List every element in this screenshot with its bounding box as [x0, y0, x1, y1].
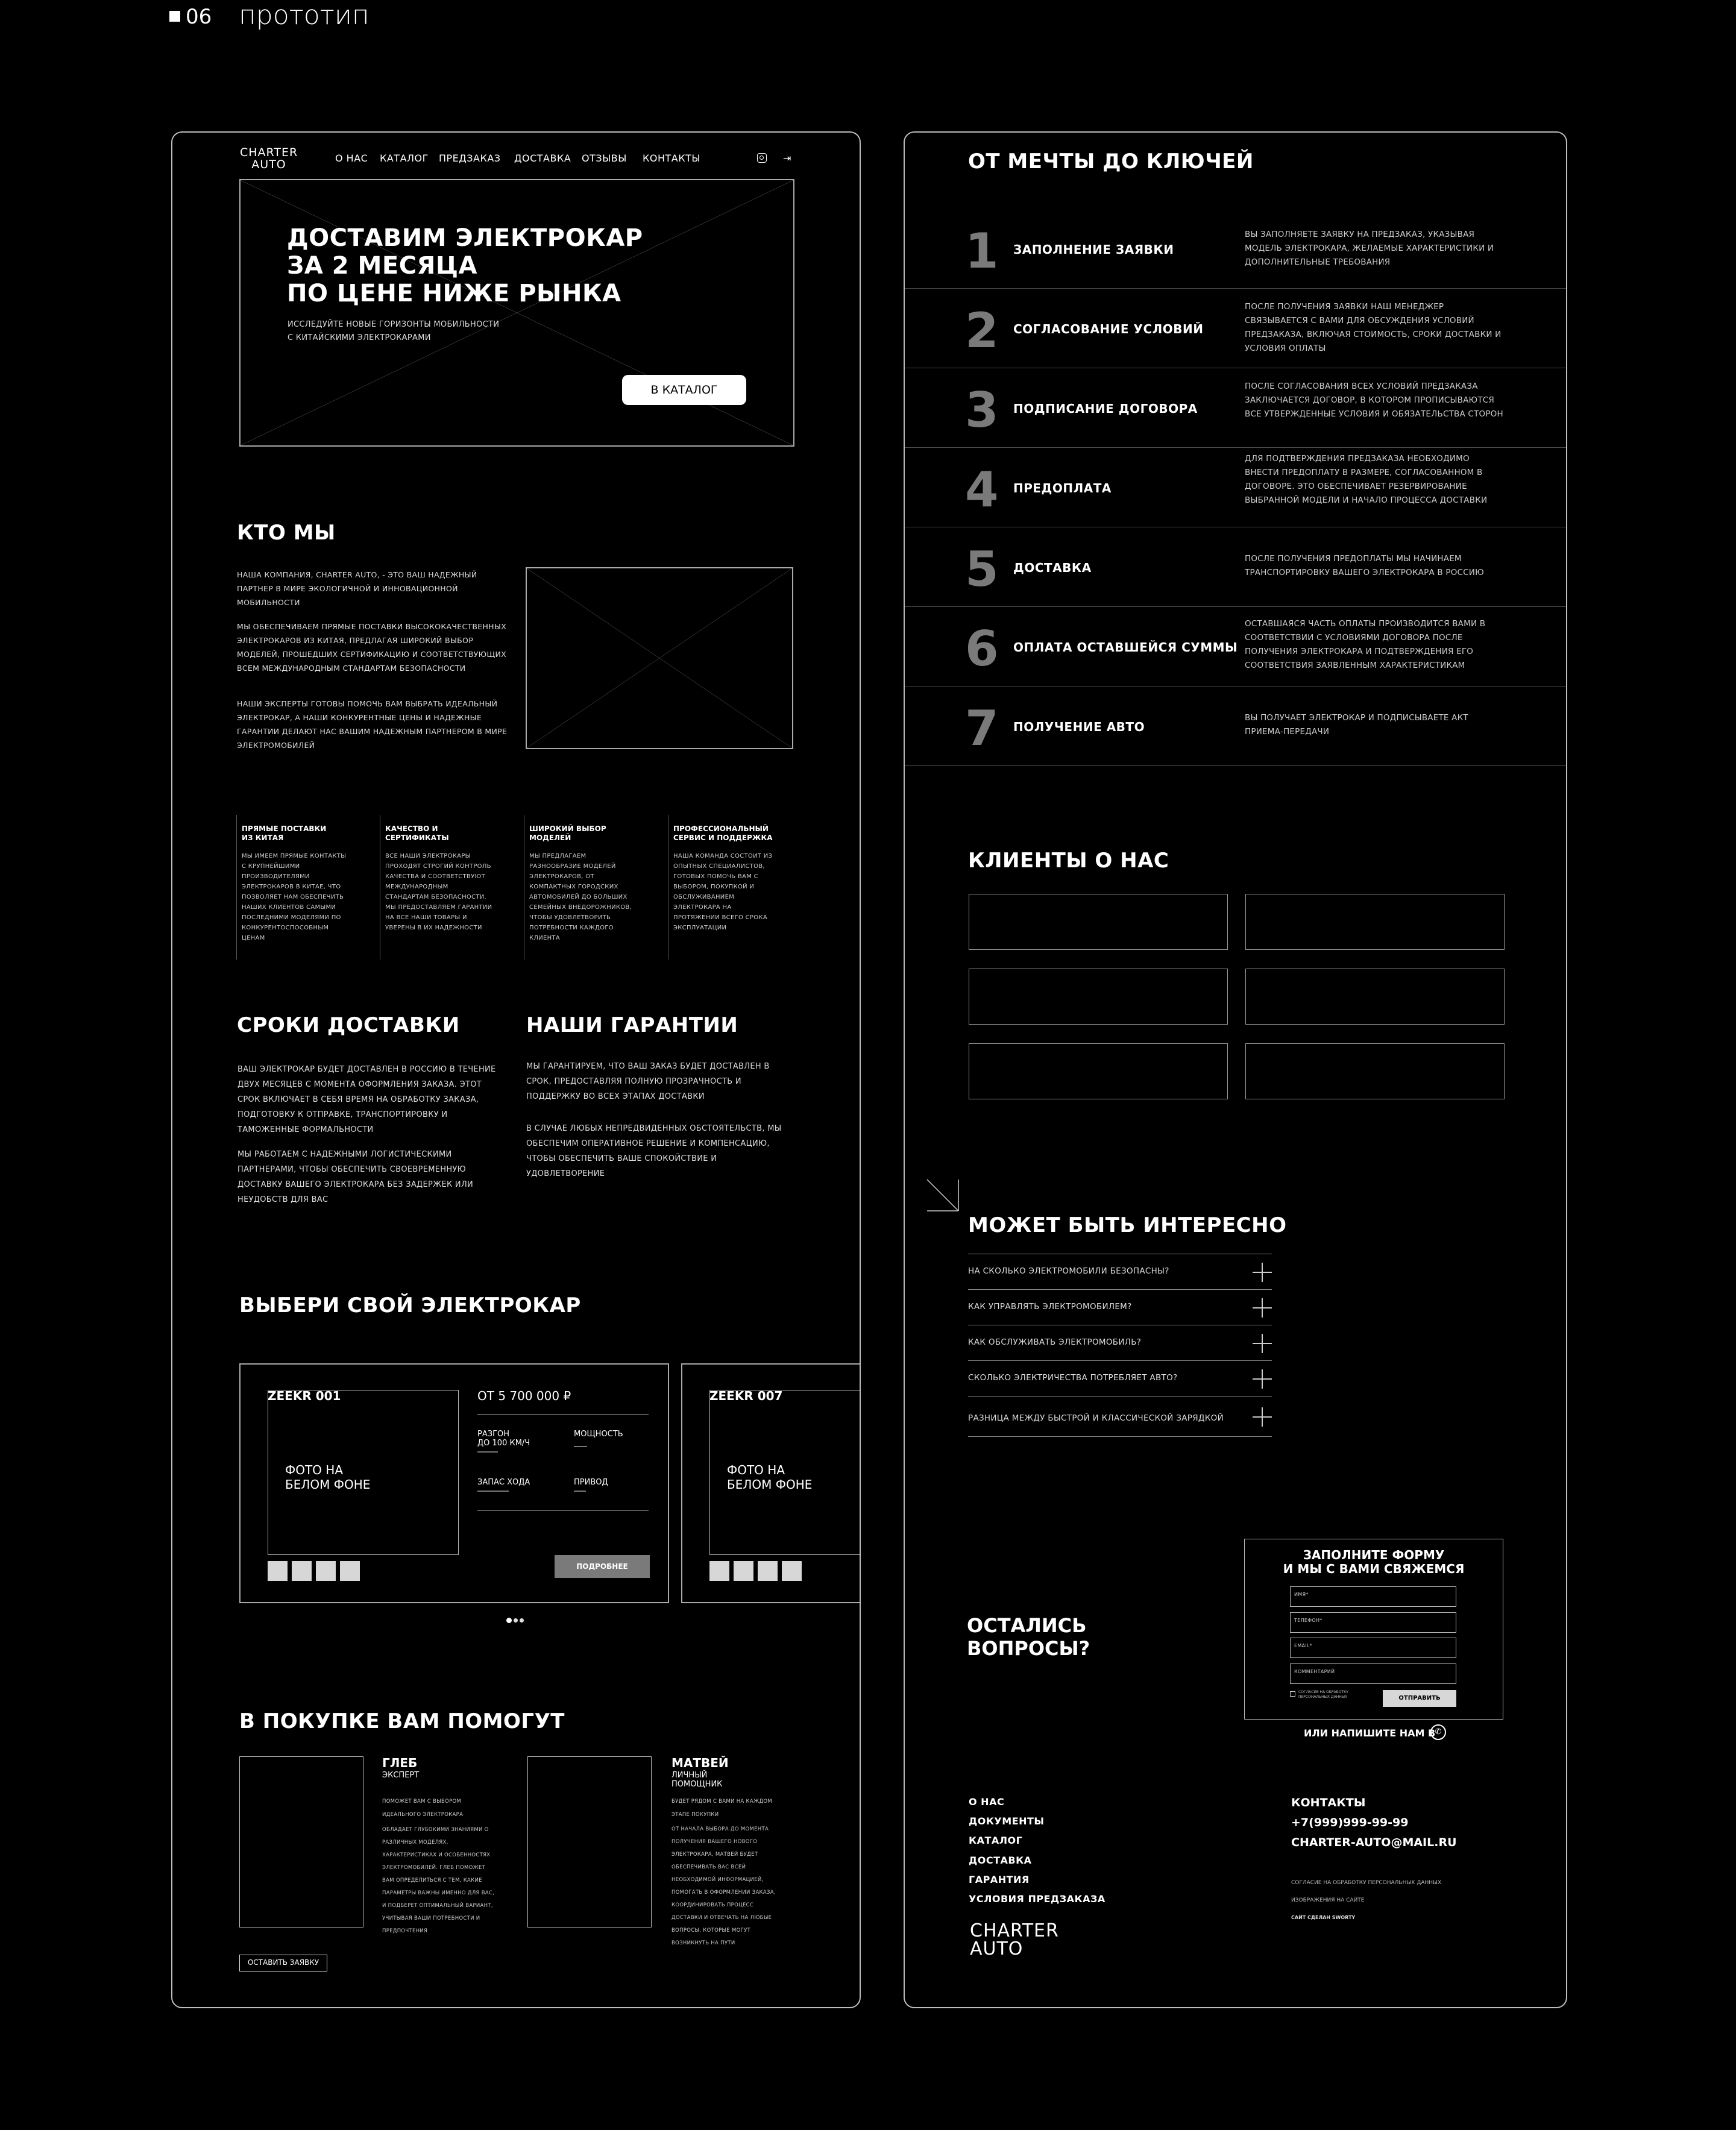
footer-logo-line2: AUTO: [970, 1938, 1024, 1959]
step-description: ВЫ ЗАПОЛНЯЕТЕ ЗАЯВКУ НА ПРЕДЗАКАЗ, УКАЗЫВАЯ МОДЕЛЬ ЭЛЕКТРОКАРА, ЖЕЛАЕМЫЕ ХАРАКТЕРИСТИКИ И ДОПОЛНИТЕЛЬНЫЕ ТРЕБОВАНИЯ: [1245, 230, 1494, 267]
step-number: 5: [965, 541, 999, 597]
plus-icon[interactable]: [1253, 1298, 1272, 1318]
step-title: ПРЕДОПЛАТА: [1013, 481, 1112, 495]
step-number: 1: [965, 223, 999, 279]
spec-acceleration: [477, 1430, 530, 1453]
step-row: [905, 528, 1566, 607]
faq-item[interactable]: [968, 1254, 1272, 1289]
car-thumbnail[interactable]: [340, 1561, 360, 1581]
login-icon[interactable]: ⇥: [783, 152, 791, 164]
footer-logo[interactable]: [970, 1922, 1059, 1958]
faq-question: НА СКОЛЬКО ЭЛЕКТРОМОБИЛИ БЕЗОПАСНЫ?: [968, 1266, 1169, 1276]
footer-email[interactable]: CHARTER-AUTO@MAIL.RU: [1291, 1836, 1457, 1849]
car-thumbnail[interactable]: [758, 1561, 778, 1581]
form-title: [1244, 1548, 1503, 1576]
step-row: [905, 687, 1566, 766]
car-photo-label: [727, 1463, 812, 1492]
questions-heading: [967, 1614, 1090, 1660]
car-photo-label-line1: ФОТО НА: [727, 1463, 785, 1477]
feature-3-text: МЫ ПРЕДЛАГАЕМ РАЗНООБРАЗИЕ МОДЕЛЕЙ ЭЛЕКТРОКАРОВ, ОТ КОМПАКТНЫХ ГОРОДСКИХ АВТОМОБИЛЕЙ ДО БОЛЬШИХ СЕМЕЙНЫХ ВНЕДОРОЖНИКОВ, ЧТОБЫ УДОВЛЕТВОРИТЬ ПОТРЕБНОСТИ КАЖДОГО КЛИЕНТА: [529, 853, 632, 941]
catalog-cta-button[interactable]: В КАТАЛОГ: [622, 375, 746, 405]
car-thumbnail[interactable]: [734, 1561, 753, 1581]
footer-logo-line1: CHARTER: [970, 1920, 1059, 1941]
step-title: ДОСТАВКА: [1013, 561, 1092, 575]
step-description: ПОСЛЕ СОГЛАСОВАНИЯ ВСЕХ УСЛОВИЙ ПРЕДЗАКАЗА ЗАКЛЮЧАЕТСЯ ДОГОВОР, В КОТОРОМ ПРОПИСЫВАЮТСЯ ВСЕ УТВЕРЖДЕННЫЕ УСЛОВИЯ И ОБЯЗАТЕЛЬСТВА СТОРОН: [1245, 382, 1503, 419]
car-price: ОТ 5 700 000 ₽: [477, 1389, 571, 1403]
feature-2: [380, 815, 494, 960]
step-row: [905, 448, 1566, 527]
nav-item-reviews[interactable]: ОТЗЫВЫ: [582, 152, 627, 164]
footer-link-documents[interactable]: ДОКУМЕНТЫ: [969, 1815, 1045, 1827]
spec-power: [574, 1430, 623, 1447]
car-spec-divider-2: [477, 1510, 649, 1511]
car-photo-placeholder: [268, 1390, 459, 1555]
spec-value-placeholder: [477, 1491, 509, 1492]
spec-drive-label: ПРИВОД: [574, 1478, 608, 1487]
helper-2-text: ОТ НАЧАЛА ВЫБОРА ДО МОМЕНТА ПОЛУЧЕНИЯ ВАШЕГО НОВОГО ЭЛЕКТРОКАРА, МАТВЕЙ БУДЕТ ОБЕСПЕЧИВАТЬ ВАС ВСЕЙ НЕОБХОДИМОЙ ИНФОРМАЦИЕЙ, ПОМОГАТЬ В ОФОРМЛЕНИИ ЗАКАЗА, КООРДИНИРОВАТЬ ПРОЦЕСС ДОСТАВКИ И ОТВЕЧАТЬ НА ЛЮБЫЕ ВОПРОСЫ, КОТОРЫЕ МОГУТ ВОЗНИКНУТЬ НА ПУТИ: [671, 1826, 776, 1946]
submit-button[interactable]: ОТПРАВИТЬ: [1383, 1690, 1456, 1707]
car-model: ZEEKR 007: [709, 1389, 783, 1403]
faq-title: МОЖЕТ БЫТЬ ИНТЕРЕСНО: [968, 1213, 1287, 1237]
car-thumbnail[interactable]: [316, 1561, 336, 1581]
footer-contacts-title: КОНТАКТЫ: [1291, 1796, 1366, 1809]
car-photo-label: [285, 1463, 370, 1492]
consent-checkbox[interactable]: [1290, 1691, 1295, 1697]
helper-2-role: [671, 1771, 722, 1789]
guarantees-title: НАШИ ГАРАНТИИ: [526, 1013, 738, 1037]
plus-icon[interactable]: [1253, 1334, 1272, 1353]
faq-item[interactable]: [968, 1325, 1272, 1360]
helper-2-name: МАТВЕЙ: [671, 1756, 729, 1770]
car-thumbnail[interactable]: [268, 1561, 288, 1581]
form-title-line1: ЗАПОЛНИТЕ ФОРМУ: [1303, 1548, 1445, 1562]
carousel-pagination[interactable]: [506, 1618, 527, 1624]
spec-value-placeholder: [574, 1491, 586, 1492]
plus-icon[interactable]: [1253, 1407, 1272, 1427]
car-photo-label-line2: БЕЛОМ ФОНЕ: [727, 1477, 813, 1492]
car-photo-label-line2: БЕЛОМ ФОНЕ: [285, 1477, 371, 1492]
spec-power-label: МОЩНОСТЬ: [574, 1430, 623, 1439]
step-description: ПОСЛЕ ПОЛУЧЕНИЯ ПРЕДОПЛАТЫ МЫ НАЧИНАЕМ ТРАНСПОРТИРОВКУ ВАШЕГО ЭЛЕКТРОКАРА В РОССИЮ: [1245, 554, 1484, 577]
about-image-placeholder: [526, 567, 793, 749]
about-title: КТО МЫ: [237, 521, 336, 545]
car-card-2[interactable]: [681, 1363, 860, 1603]
instagram-icon[interactable]: [757, 153, 767, 163]
whatsapp-icon[interactable]: ✆: [1430, 1724, 1446, 1740]
step-row: [905, 210, 1566, 289]
nav-item-preorder[interactable]: ПРЕДЗАКАЗ: [439, 152, 501, 164]
hero-subtitle-line2: С КИТАЙСКИМИ ЭЛЕКТРОКАРАМИ: [288, 333, 431, 342]
step-title: ОПЛАТА ОСТАВШЕЙСЯ СУММЫ: [1013, 640, 1238, 655]
spec-value-placeholder: [574, 1446, 587, 1447]
helper-2-intro: БУДЕТ РЯДОМ С ВАМИ НА КАЖДОМ ЭТАПЕ ПОКУПКИ: [671, 1799, 772, 1818]
feature-1: [236, 815, 351, 960]
spec-range: [477, 1478, 530, 1492]
step-number: 6: [965, 621, 999, 677]
about-paragraph-3: НАШИ ЭКСПЕРТЫ ГОТОВЫ ПОМОЧЬ ВАМ ВЫБРАТЬ ИДЕАЛЬНЫЙ ЭЛЕКТРОКАР, А НАШИ КОНКУРЕНТНЫЕ ЦЕНЫ И НАДЕЖНЫЕ ГАРАНТИИ ДЕЛАЮТ НАС ВАШИМ НАДЕЖНЫМ ПАРТНЕРОМ В МИРЕ ЭЛЕКТРОМОБИЛЕЙ: [237, 699, 508, 750]
footer-phone[interactable]: +7(999)999-99-99: [1291, 1816, 1409, 1829]
form-title-line2: И МЫ С ВАМИ СВЯЖЕМСЯ: [1283, 1562, 1465, 1576]
helper-2-role-line2: ПОМОЩНИК: [671, 1780, 723, 1789]
section-marker-icon: [169, 11, 180, 22]
faq-question: КАК УПРАВЛЯТЬ ЭЛЕКТРОМОБИЛЕМ?: [968, 1302, 1132, 1312]
delivery-title: СРОКИ ДОСТАВКИ: [237, 1013, 460, 1037]
step-row: [905, 369, 1566, 448]
nav-item-about[interactable]: О НАС: [335, 152, 368, 164]
questions-heading-line1: ОСТАЛИСЬ: [967, 1614, 1087, 1637]
hero-title-line1: ДОСТАВИМ ЭЛЕКТРОКАР: [287, 224, 643, 252]
details-button[interactable]: ПОДРОБНЕЕ: [555, 1555, 650, 1578]
car-photo-placeholder: [709, 1390, 860, 1555]
step-number: 4: [965, 462, 999, 518]
footer-link-about[interactable]: О НАС: [969, 1796, 1005, 1808]
reviews-title: КЛИЕНТЫ О НАС: [968, 849, 1169, 873]
spec-range-label: ЗАПАС ХОДА: [477, 1478, 530, 1487]
feature-2-title: КАЧЕСТВО И СЕРТИФИКАТЫ: [385, 825, 449, 842]
review-card[interactable]: [969, 969, 1228, 1025]
faq-item[interactable]: [968, 1396, 1272, 1437]
spec-value-placeholder: [477, 1451, 498, 1453]
step-row: [905, 289, 1566, 368]
feature-1-title: ПРЯМЫЕ ПОСТАВКИ ИЗ КИТАЯ: [242, 825, 327, 842]
step-title: ЗАПОЛНЕНИЕ ЗАЯВКИ: [1013, 242, 1174, 257]
comment-field[interactable]: КОММЕНТАРИЙ: [1290, 1663, 1456, 1684]
plus-icon[interactable]: [1253, 1369, 1272, 1389]
section-title: прототип: [239, 0, 370, 31]
faq-question: СКОЛЬКО ЭЛЕКТРИЧЕСТВА ПОТРЕБЛЯЕТ АВТО?: [968, 1373, 1178, 1383]
feature-4-text: НАША КОМАНДА СОСТОИТ ИЗ ОПЫТНЫХ СПЕЦИАЛИСТОВ, ГОТОВЫХ ПОМОЧЬ ВАМ С ВЫБОРОМ, ПОКУПКОЙ И ОБСЛУЖИВАНИЕМ ЭЛЕКТРОКАРА НА ПРОТЯЖЕНИИ ВСЕГО СРОКА ЭКСПЛУАТАЦИИ: [673, 853, 773, 931]
feature-3: [524, 815, 638, 960]
hero-title-line3: ПО ЦЕНЕ НИЖЕ РЫНКА: [287, 280, 621, 307]
step-title: ПОЛУЧЕНИЕ АВТО: [1013, 720, 1145, 734]
feature-4-title: ПРОФЕССИОНАЛЬНЫЙ СЕРВИС И ПОДДЕРЖКА: [673, 825, 773, 842]
plus-icon[interactable]: [1253, 1263, 1272, 1282]
hero-subtitle-line1: ИССЛЕДУЙТЕ НОВЫЕ ГОРИЗОНТЫ МОБИЛЬНОСТИ: [288, 320, 500, 329]
review-card[interactable]: [969, 894, 1228, 950]
about-paragraph-2: МЫ ОБЕСПЕЧИВАЕМ ПРЯМЫЕ ПОСТАВКИ ВЫСОКОКАЧЕСТВЕННЫХ ЭЛЕКТРОКАРОВ ИЗ КИТАЯ, ПРЕДЛАГАЯ ШИРОКИЙ ВЫБОР МОДЕЛЕЙ, ПРОШЕДШИХ СЕРТИФИКАЦИЮ И СООТВЕТСТВУЮЩИХ ВСЕМ МЕЖДУНАРОДНЫМ СТАНДАРТАМ БЕЗОПАСНОСТИ: [237, 622, 507, 673]
review-card[interactable]: [1245, 1043, 1505, 1099]
footer-legal-images[interactable]: ИЗОБРАЖЕНИЯ НА САЙТЕ: [1291, 1897, 1365, 1903]
faq-question: РАЗНИЦА МЕЖДУ БЫСТРОЙ И КЛАССИЧЕСКОЙ ЗАРЯДКОЙ: [968, 1413, 1224, 1423]
spec-acceleration-line2: ДО 100 КМ/Ч: [477, 1439, 530, 1448]
name-field[interactable]: ИМЯ*: [1290, 1586, 1456, 1607]
spec-drive: [574, 1478, 608, 1492]
logo-line2: AUTO: [251, 158, 286, 171]
car-thumbnail[interactable]: [292, 1561, 312, 1581]
phone-field[interactable]: ТЕЛЕФОН*: [1290, 1612, 1456, 1633]
delivery-paragraph-2: МЫ РАБОТАЕМ С НАДЕЖНЫМИ ЛОГИСТИЧЕСКИМИ ПАРТНЕРАМИ, ЧТОБЫ ОБЕСПЕЧИТЬ СВОЕВРЕМЕННУЮ ДОСТАВКУ ВАШЕГО ЭЛЕКТРОКАРА БЕЗ ЗАДЕРЖЕК ИЛИ НЕУДОБСТВ ДЛЯ ВАС: [237, 1150, 474, 1204]
car-photo-label-line1: ФОТО НА: [285, 1463, 343, 1477]
guarantees-paragraph-1: МЫ ГАРАНТИРУЕМ, ЧТО ВАШ ЗАКАЗ БУДЕТ ДОСТАВЛЕН В СРОК, ПРЕДОСТАВЛЯЯ ПОЛНУЮ ПРОЗРАЧНОСТЬ И ПОДДЕРЖКУ ВО ВСЕХ ЭТАПАХ ДОСТАВКИ: [526, 1062, 770, 1101]
nav-item-delivery[interactable]: ДОСТАВКА: [514, 152, 571, 164]
helper-1-role: ЭКСПЕРТ: [382, 1771, 420, 1780]
review-card[interactable]: [1245, 969, 1505, 1025]
feature-2-text: ВСЕ НАШИ ЭЛЕКТРОКАРЫ ПРОХОДЯТ СТРОГИЙ КОНТРОЛЬ КАЧЕСТВА И СООТВЕТСТВУЮТ МЕЖДУНАРОДНЫМ СТАНДАРТАМ БЕЗОПАСНОСТИ. МЫ ПРЕДОСТАВЛЯЕМ ГАРАНТИИ НА ВСЕ НАШИ ТОВАРЫ И УВЕРЕНЫ В ИХ НАДЕЖНОСТИ: [385, 853, 492, 931]
step-description: ВЫ ПОЛУЧАЕТ ЭЛЕКТРОКАР И ПОДПИСЫВАЕТЕ АКТ ПРИЕМА-ПЕРЕДАЧИ: [1245, 713, 1468, 737]
hero-title: [287, 224, 643, 307]
footer-link-delivery[interactable]: ДОСТАВКА: [969, 1855, 1032, 1866]
helper-1-name: ГЛЕБ: [382, 1756, 418, 1770]
footer-link-preorder-terms[interactable]: УСЛОВИЯ ПРЕДЗАКАЗА: [969, 1893, 1105, 1905]
faq-question: КАК ОБСЛУЖИВАТЬ ЭЛЕКТРОМОБИЛЬ?: [968, 1337, 1142, 1347]
leave-request-button[interactable]: ОСТАВИТЬ ЗАЯВКУ: [239, 1955, 327, 1971]
step-number: 2: [965, 303, 999, 359]
feature-1-text: МЫ ИМЕЕМ ПРЯМЫЕ КОНТАКТЫ С КРУПНЕЙШИМИ ПРОИЗВОДИТЕЛЯМИ ЭЛЕКТРОКАРОВ В КИТАЕ, ЧТО ПОЗВОЛЯЕТ НАМ ОБЕСПЕЧИТЬ НАШИХ КЛИЕНТОВ САМЫМИ ПОСЛЕДНИМИ МОДЕЛЯМИ ПО КОНКУРЕНТОСПОСОБНЫМ ЦЕНАМ: [242, 853, 347, 941]
consent-label[interactable]: СОГЛАСИЕ НА ОБРАБОТКУ ПЕРСОНАЛЬНЫХ ДАННЫХ: [1298, 1690, 1349, 1699]
logo[interactable]: [240, 146, 298, 171]
questions-heading-line2: ВОПРОСЫ?: [967, 1637, 1090, 1660]
step-description: ОСТАВШАЯСЯ ЧАСТЬ ОПЛАТЫ ПРОИЗВОДИТСЯ ВАМИ В СООТВЕТСТВИИ С УСЛОВИЯМИ ДОГОВОРА ПОСЛЕ ПОЛУЧЕНИЯ ЭЛЕКТРОКАРА И ПОДТВЕРЖДЕНИЯ ЕГО СООТВЕТСТВИЯ ЗАЯВЛЕННЫМ ХАРАКТЕРИСТИКАМ: [1245, 619, 1486, 670]
spec-acceleration-line1: РАЗГОН: [477, 1430, 510, 1439]
helper-2-role-line1: ЛИЧНЫЙ: [671, 1771, 708, 1780]
helper-photo-placeholder: [239, 1756, 363, 1927]
step-number: 3: [965, 382, 999, 438]
feature-3-title: ШИРОКИЙ ВЫБОР МОДЕЛЕЙ: [529, 825, 606, 842]
email-field[interactable]: EMAIL*: [1290, 1638, 1456, 1658]
guarantees-paragraph-2: В СЛУЧАЕ ЛЮБЫХ НЕПРЕДВИДЕННЫХ ОБСТОЯТЕЛЬСТВ, МЫ ОБЕСПЕЧИМ ОПЕРАТИВНОЕ РЕШЕНИЕ И КОМПЕНСАЦИЮ, ЧТОБЫ ОБЕСПЕЧИТЬ ВАШЕ СПОКОЙСТВИЕ И УДОВЛЕТВОРЕНИЕ: [526, 1124, 782, 1178]
steps-title: ОТ МЕЧТЫ ДО КЛЮЧЕЙ: [968, 149, 1254, 174]
car-thumbnail[interactable]: [709, 1561, 729, 1581]
about-paragraph-1: НАША КОМПАНИЯ, CHARTER AUTO, - ЭТО ВАШ НАДЕЖНЫЙ ПАРТНЕР В МИРЕ ЭКОЛОГИЧНОЙ И ИННОВАЦИОННОЙ МОБИЛЬНОСТИ: [237, 570, 477, 607]
delivery-paragraph-1: ВАШ ЭЛЕКТРОКАР БУДЕТ ДОСТАВЛЕН В РОССИЮ В ТЕЧЕНИЕ ДВУХ МЕСЯЦЕВ С МОМЕНТА ОФОРМЛЕНИЯ ЗАКАЗА. ЭТОТ СРОК ВКЛЮЧАЕТ В СЕБЯ ВРЕМЯ НА ОБРАБОТКУ ЗАКАЗА, ПОДГОТОВКУ К ОТПРАВКЕ, ТРАНСПОРТИРОВКУ И ТАМОЖЕННЫЕ ФОРМАЛЬНОСТИ: [237, 1065, 496, 1134]
step-row: [905, 608, 1566, 686]
step-number: 7: [965, 700, 999, 756]
catalog-title: ВЫБЕРИ СВОЙ ЭЛЕКТРОКАР: [239, 1293, 581, 1318]
helper-1-intro: ПОМОЖЕТ ВАМ С ВЫБОРОМ ИДЕАЛЬНОГО ЭЛЕКТРОКАРА: [382, 1799, 464, 1818]
nav-item-catalog[interactable]: КАТАЛОГ: [380, 152, 429, 164]
nav-item-contacts[interactable]: КОНТАКТЫ: [643, 152, 700, 164]
car-thumbnail[interactable]: [782, 1561, 802, 1581]
car-spec-divider-1: [477, 1414, 649, 1415]
feature-4: [668, 815, 788, 960]
helper-photo-placeholder: [527, 1756, 652, 1927]
faq-item[interactable]: [968, 1289, 1272, 1325]
car-card-1[interactable]: [239, 1363, 669, 1603]
helpers-title: В ПОКУПКЕ ВАМ ПОМОГУТ: [239, 1709, 565, 1733]
footer-legal-consent[interactable]: СОГЛАСИЕ НА ОБРАБОТКУ ПЕРСОНАЛЬНЫХ ДАННЫХ: [1291, 1880, 1442, 1886]
whatsapp-prompt: ИЛИ НАПИШИТЕ НАМ В: [1304, 1727, 1436, 1739]
faq-item[interactable]: [968, 1360, 1272, 1396]
footer-link-guarantee[interactable]: ГАРАНТИЯ: [969, 1874, 1030, 1885]
section-number: 06: [186, 5, 212, 29]
step-title: СОГЛАСОВАНИЕ УСЛОВИЙ: [1013, 322, 1204, 336]
car-model: ZEEKR 001: [268, 1389, 341, 1403]
hero-title-line2: ЗА 2 МЕСЯЦА: [287, 252, 477, 280]
step-description: ПОСЛЕ ПОЛУЧЕНИЯ ЗАЯВКИ НАШ МЕНЕДЖЕР СВЯЗЫВАЕТСЯ С ВАМИ ДЛЯ ОБСУЖДЕНИЯ УСЛОВИЙ ПРЕДЗАКАЗА, ВКЛЮЧАЯ СТОИМОСТЬ, СРОКИ ДОСТАВКИ И УСЛОВИЯ ОПЛАТЫ: [1245, 302, 1502, 353]
footer-link-catalog[interactable]: КАТАЛОГ: [969, 1835, 1023, 1846]
hero-image-placeholder: [239, 179, 794, 447]
review-card[interactable]: [969, 1043, 1228, 1099]
arrow-down-right-icon: [926, 1178, 960, 1212]
step-description: ДЛЯ ПОДТВЕРЖДЕНИЯ ПРЕДЗАКАЗА НЕОБХОДИМО ВНЕСТИ ПРЕДОПЛАТУ В РАЗМЕРЕ, СОГЛАСОВАННОМ В ДОГОВОРЕ. ЭТО ОБЕСПЕЧИВАЕТ РЕЗЕРВИРОВАНИЕ ВЫБРАННОЙ МОДЕЛИ И НАЧАЛО ПРОЦЕССА ДОСТАВКИ: [1245, 454, 1488, 505]
helper-1-text: ОБЛАДАЕТ ГЛУБОКИМИ ЗНАНИЯМИ О РАЗЛИЧНЫХ МОДЕЛЯХ, ХАРАКТЕРИСТИКАХ И ОСОБЕННОСТЯХ ЭЛЕКТРОМОБИЛЕЙ. ГЛЕБ ПОМОЖЕТ ВАМ ОПРЕДЕЛИТЬСЯ С ТЕМ, КАКИЕ ПАРАМЕТРЫ ВАЖНЫ ИМЕННО ДЛЯ ВАС, И ПОДБЕРЕТ ОПТИМАЛЬНЫЙ ВАРИАНТ, УЧИТЫВАЯ ВАШИ ПОТРЕБНОСТИ И ПРЕДПОЧТЕНИЯ: [382, 1827, 495, 1934]
footer-credits[interactable]: САЙТ СДЕЛАН SWORTY: [1291, 1915, 1356, 1920]
hero-subtitle: [288, 318, 499, 345]
logo-line1: CHARTER: [240, 146, 298, 159]
review-card[interactable]: [1245, 894, 1505, 950]
step-title: ПОДПИСАНИЕ ДОГОВОРА: [1013, 401, 1198, 416]
